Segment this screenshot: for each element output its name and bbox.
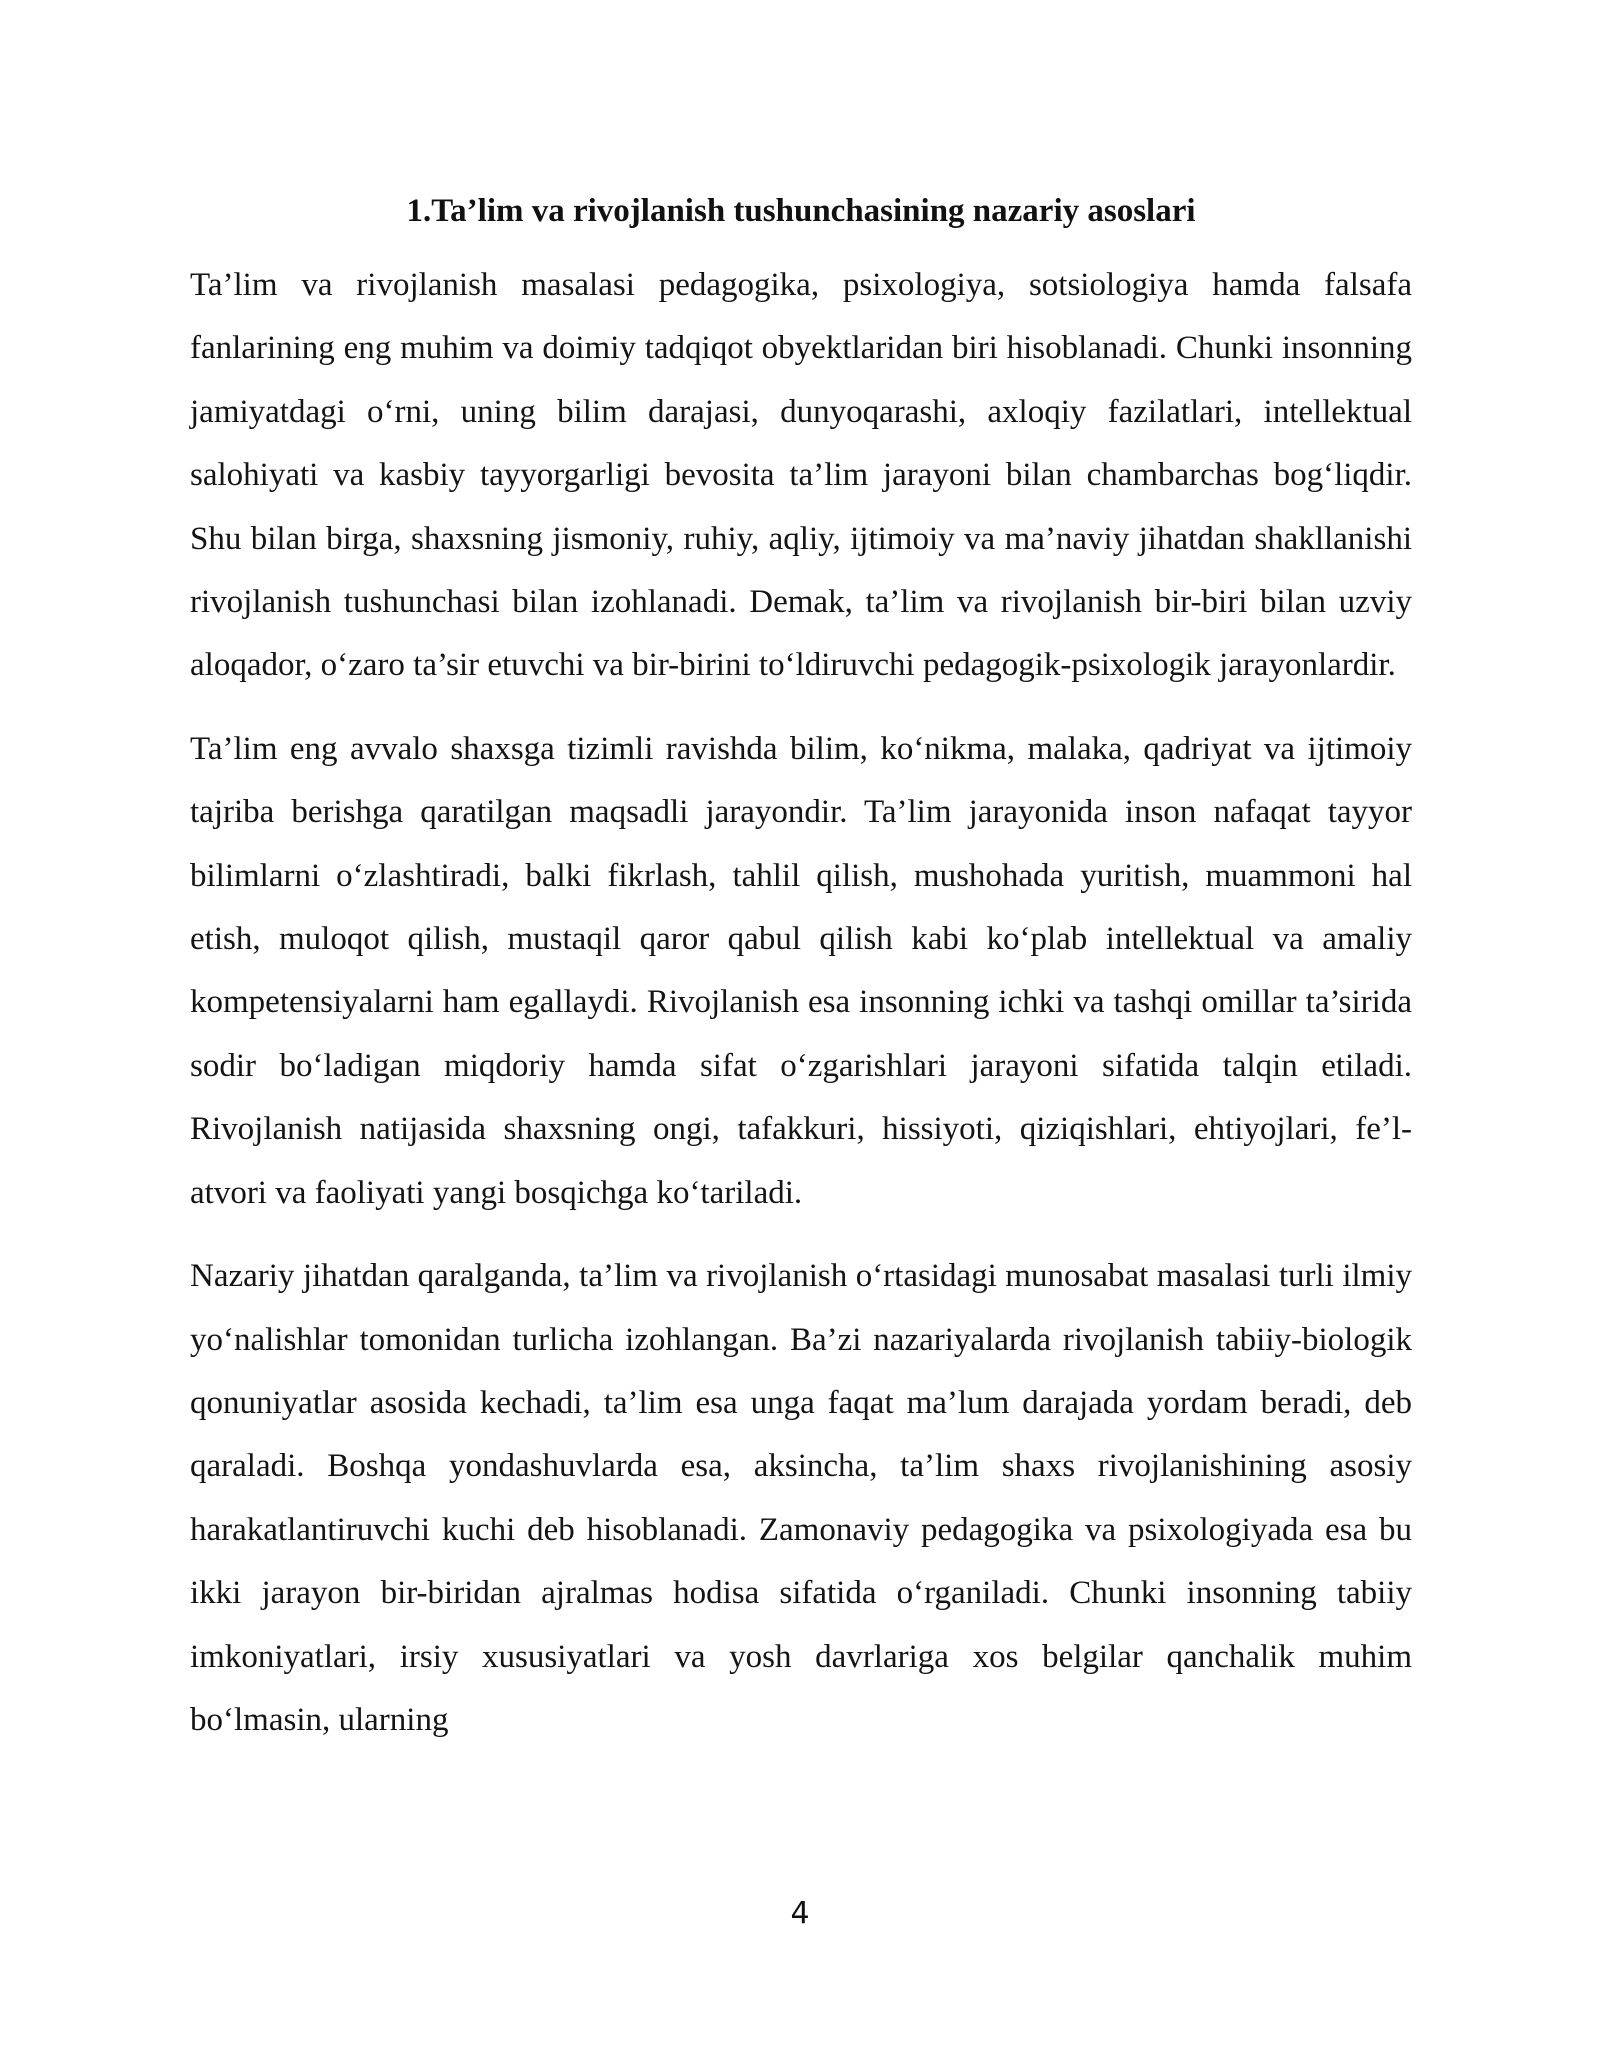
- page-number: 4: [790, 1896, 810, 1931]
- paragraph-1: Ta’lim va rivojlanish masalasi pedagogika, psixologiya, sotsiologiya hamda falsafa fanlarining eng muhim va doimiy tadqiqot obyektlaridan biri hisoblanadi. Chunki insonning jamiyatdagi o‘rni, uning bilim darajasi, dunyoqarashi, axloqiy fazilatlari, intellektual salohiyati va kasbiy tayyorgarligi bevosita ta’lim jarayoni bilan chambarchas bog‘liqdir. Shu bilan birga, shaxsning jismoniy, ruhiy, aqliy, ijtimoiy va ma’naviy jihatdan shakllanishi rivojlanish tushunchasi bilan izohlanadi. Demak, ta’lim va rivojlanish bir-biri bilan uzviy aloqador, o‘zaro ta’sir etuvchi va bir-birini to‘ldiruvchi pedagogik-psixologik jarayonlardir.: [190, 267, 1412, 684]
- paragraph-3: Nazariy jihatdan qaralganda, ta’lim va rivojlanish o‘rtasidagi munosabat masalasi turli ilmiy yo‘nalishlar tomonidan turlicha izohlangan. Ba’zi nazariyalarda rivojlanish tabiiy-biologik qonuniyatlar asosida kechadi, ta’lim esa unga faqat ma’lum darajada yordam beradi, deb qaraladi. Boshqa yondashuvlarda esa, aksincha, ta’lim shaxs rivojlanishining asosiy harakatlantiruvchi kuchi deb hisoblanadi. Zamonaviy pedagogika va psixologiyada esa bu ikki jarayon bir-biridan ajralmas hodisa sifatida o‘rganiladi. Chunki insonning tabiiy imkoniyatlari, irsiy xususiyatlari va yosh davrlariga xos belgilar qanchalik muhim bo‘lmasin, ularning: [190, 1258, 1412, 1738]
- paragraph-2: Ta’lim eng avvalo shaxsga tizimli ravishda bilim, ko‘nikma, malaka, qadriyat va ijtimoiy tajriba berishga qaratilgan maqsadli jarayondir. Ta’lim jarayonida inson nafaqat tayyor bilimlarni o‘zlashtiradi, balki fikrlash, tahlil qilish, mushohada yuritish, muammoni hal etish, muloqot qilish, mustaqil qaror qabul qilish kabi ko‘plab intellektual va amaliy kompetensiyalarni ham egallaydi. Rivojlanish esa insonning ichki va tashqi omillar ta’sirida sodir bo‘ladigan miqdoriy hamda sifat o‘zgarishlari jarayoni sifatida talqin etiladi. Rivojlanish natijasida shaxsning ongi, tafakkuri, hissiyoti, qiziqishlari, ehtiyojlari, fe’l-atvori va faoliyati yangi bosqichga ko‘tariladi.: [190, 730, 1412, 1211]
- page-content: [190, 186, 1412, 1772]
- section-heading: 1.Ta’lim va rivojlanish tushunchasining nazariy asoslari: [406, 193, 1196, 229]
